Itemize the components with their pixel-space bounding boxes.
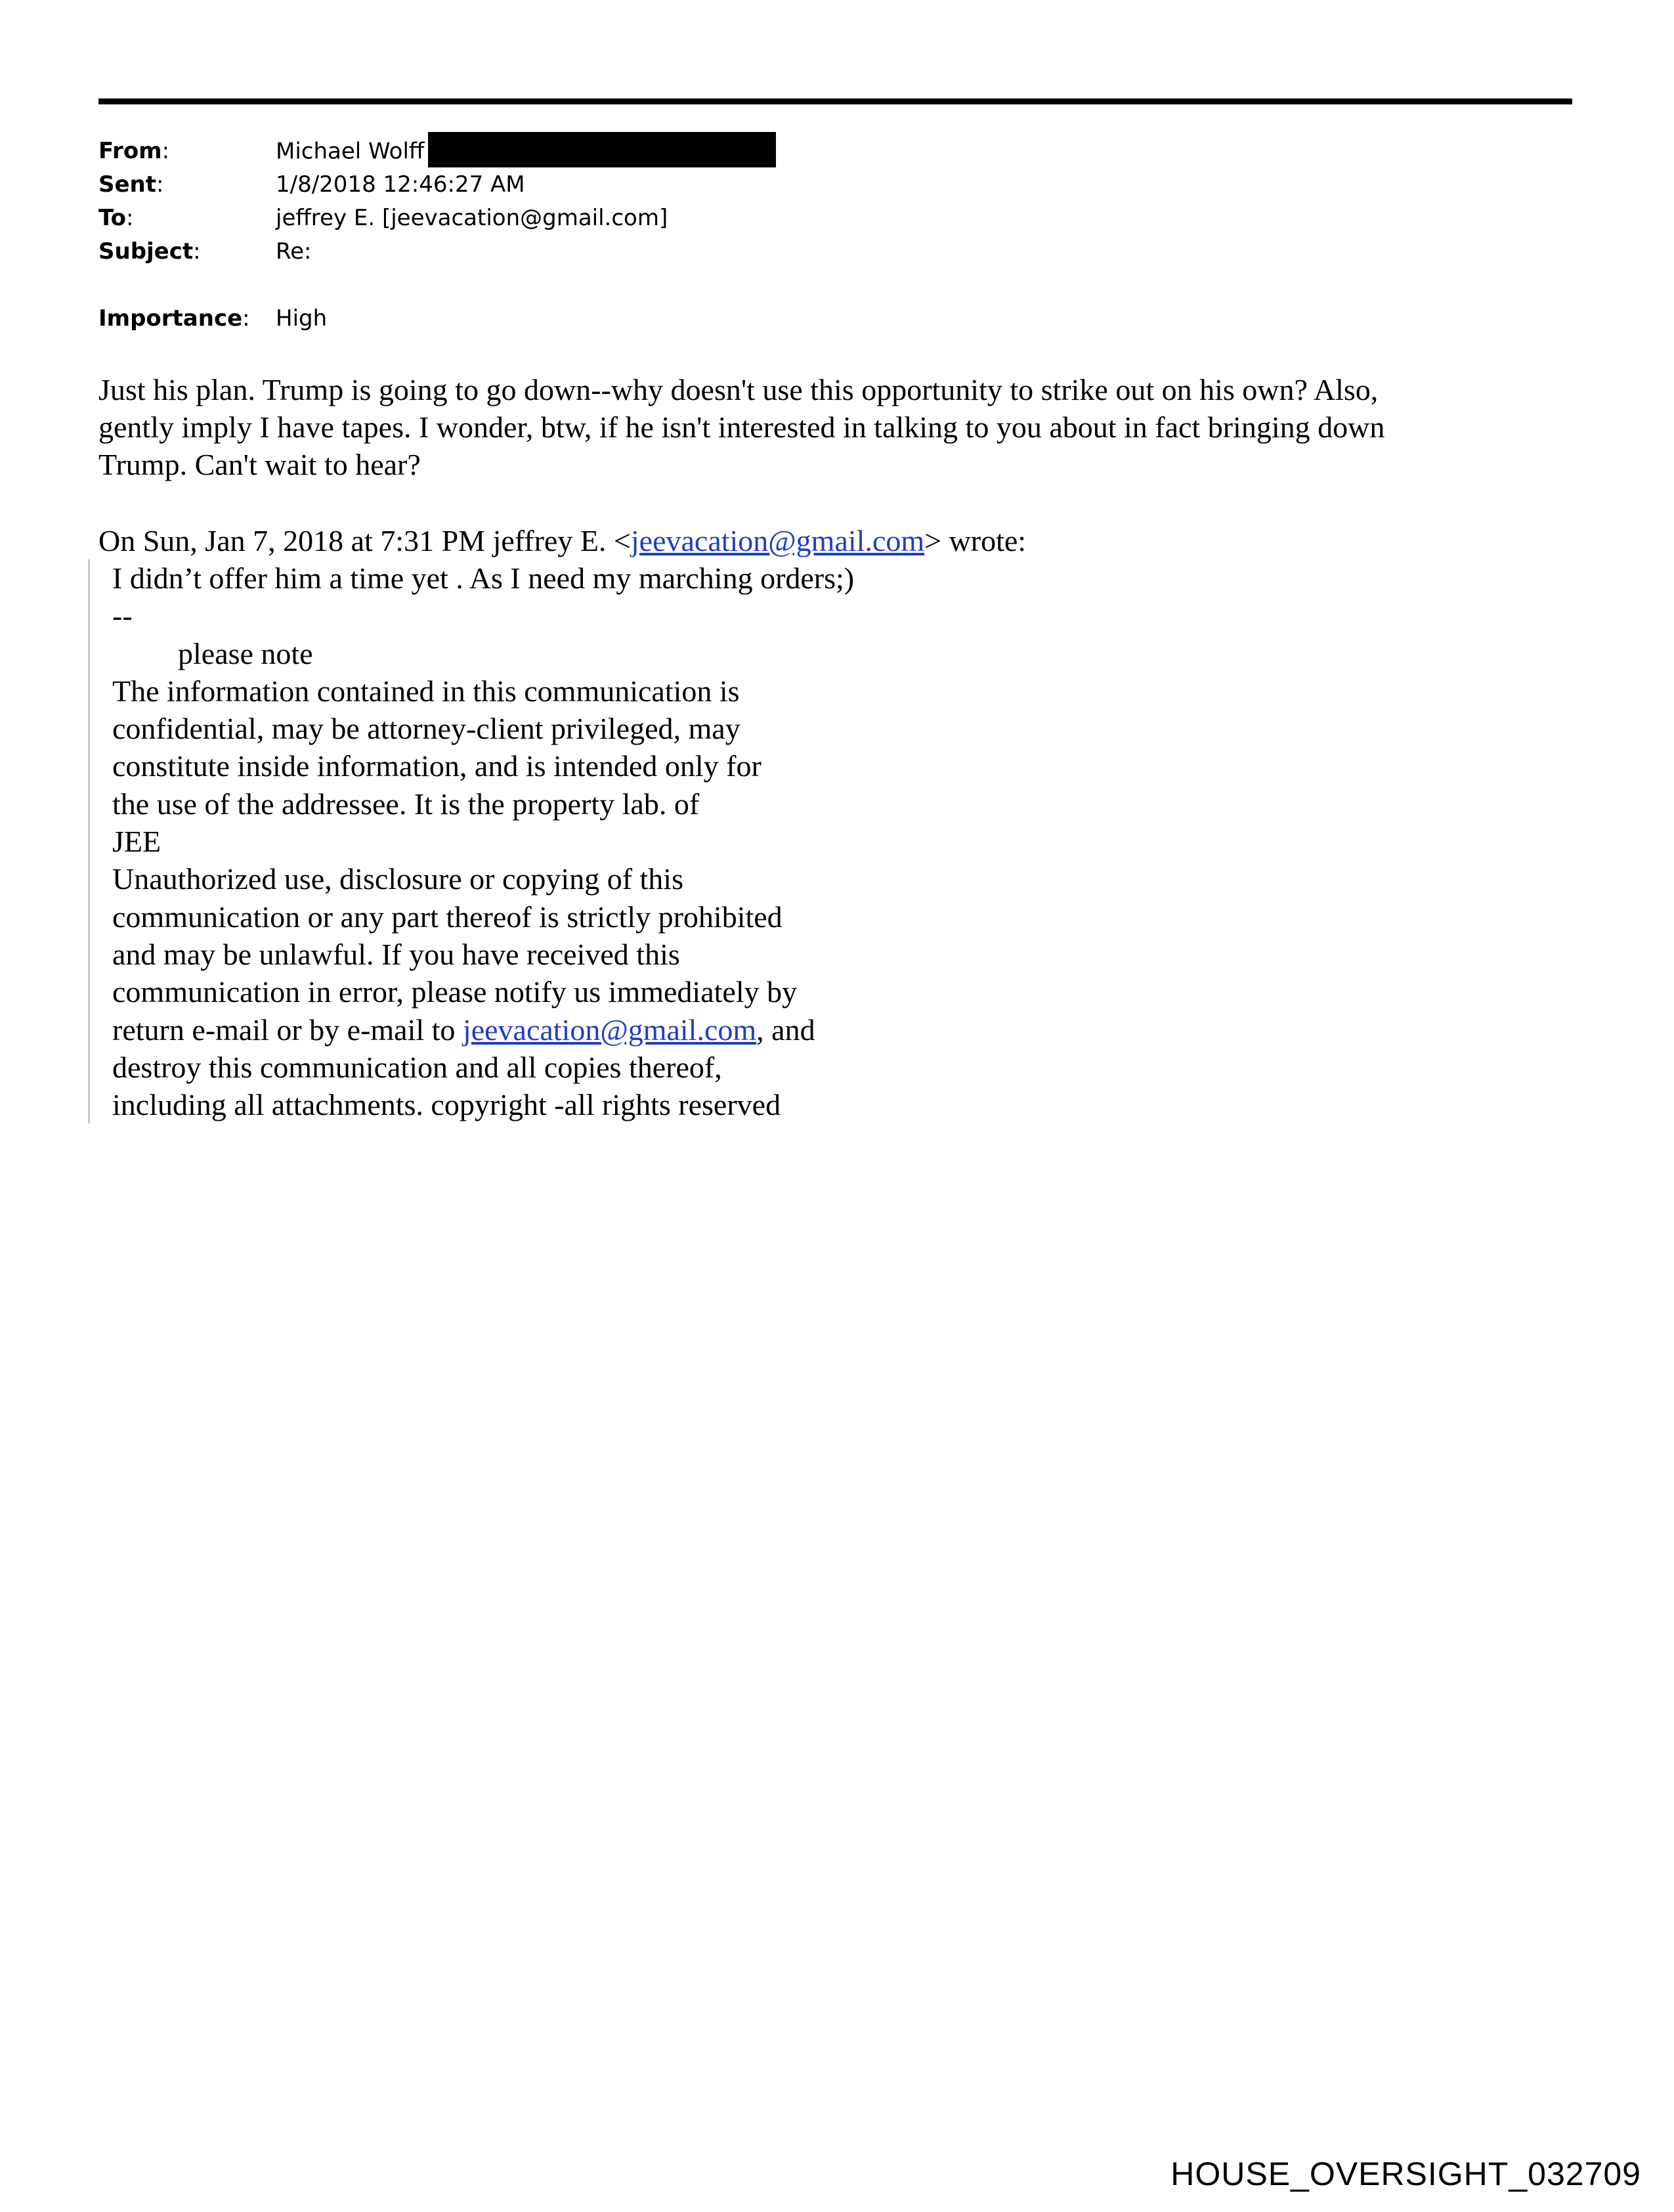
importance-value: High	[276, 305, 328, 332]
quote-line: please note	[178, 636, 313, 670]
sent-value: 1/8/2018 12:46:27 AM	[276, 171, 525, 198]
email-link[interactable]: jeevacation@gmail.com	[462, 1012, 757, 1047]
quote-line: and may be unlawful. If you have received this	[112, 937, 680, 971]
importance-label: Importance	[98, 305, 243, 332]
quote-line: including all attachments. copyright -all rights reserved	[112, 1088, 781, 1122]
quote-line: JEE	[112, 825, 161, 859]
email-link[interactable]: jeevacation@gmail.com	[630, 524, 925, 557]
body-line: Trump. Can't wait to hear?	[98, 448, 421, 481]
sent-label: Sent	[98, 171, 157, 198]
quoted-message	[88, 559, 1031, 1123]
subject-value: Re:	[276, 238, 312, 265]
bates-number: HOUSE_OVERSIGHT_032709	[1170, 2156, 1641, 2192]
quote-line: constitute inside information, and is intended only for	[112, 749, 762, 783]
quote-line: confidential, may be attorney-client privileged, may	[112, 712, 740, 746]
quote-line: Unauthorized use, disclosure or copying of this	[112, 862, 683, 896]
quote-line: the use of the addressee. It is the property lab. of	[112, 787, 700, 821]
quote-line: destroy this communication and all copies thereof,	[112, 1050, 722, 1084]
redaction-box	[428, 132, 776, 167]
attribution-prefix: On Sun, Jan 7, 2018 at 7:31 PM jeffrey E. <	[98, 524, 631, 557]
quote-attribution	[98, 522, 1026, 559]
attribution-suffix: > wrote:	[924, 524, 1027, 557]
message-body	[98, 371, 1530, 483]
to-label: To	[98, 205, 127, 231]
quote-line: The information contained in this communication is	[112, 674, 740, 708]
quote-line: communication in error, please notify us immediately by	[112, 975, 798, 1009]
quote-line: I didn’t offer him a time yet . As I need my marching orders;)	[112, 561, 855, 595]
from-label: From	[98, 138, 162, 164]
body-line: gently imply I have tapes. I wonder, btw, if he isn't interested in talking to you about in fact bringing down	[98, 410, 1385, 444]
quote-line: --	[112, 599, 133, 633]
from-value: Michael Wolff	[276, 138, 425, 165]
body-line: Just his plan. Trump is going to go down--why doesn't use this opportunity to strike out on his own? Also,	[98, 373, 1379, 406]
header-rule	[98, 98, 1572, 104]
to-value: jeffrey E. [jeevacation@gmail.com]	[276, 205, 668, 231]
quote-line: return e-mail or by e-mail to jeevacation@gmail.com, and	[112, 1012, 815, 1047]
quote-line: communication or any part thereof is strictly prohibited	[112, 900, 783, 934]
subject-label: Subject	[98, 238, 194, 265]
